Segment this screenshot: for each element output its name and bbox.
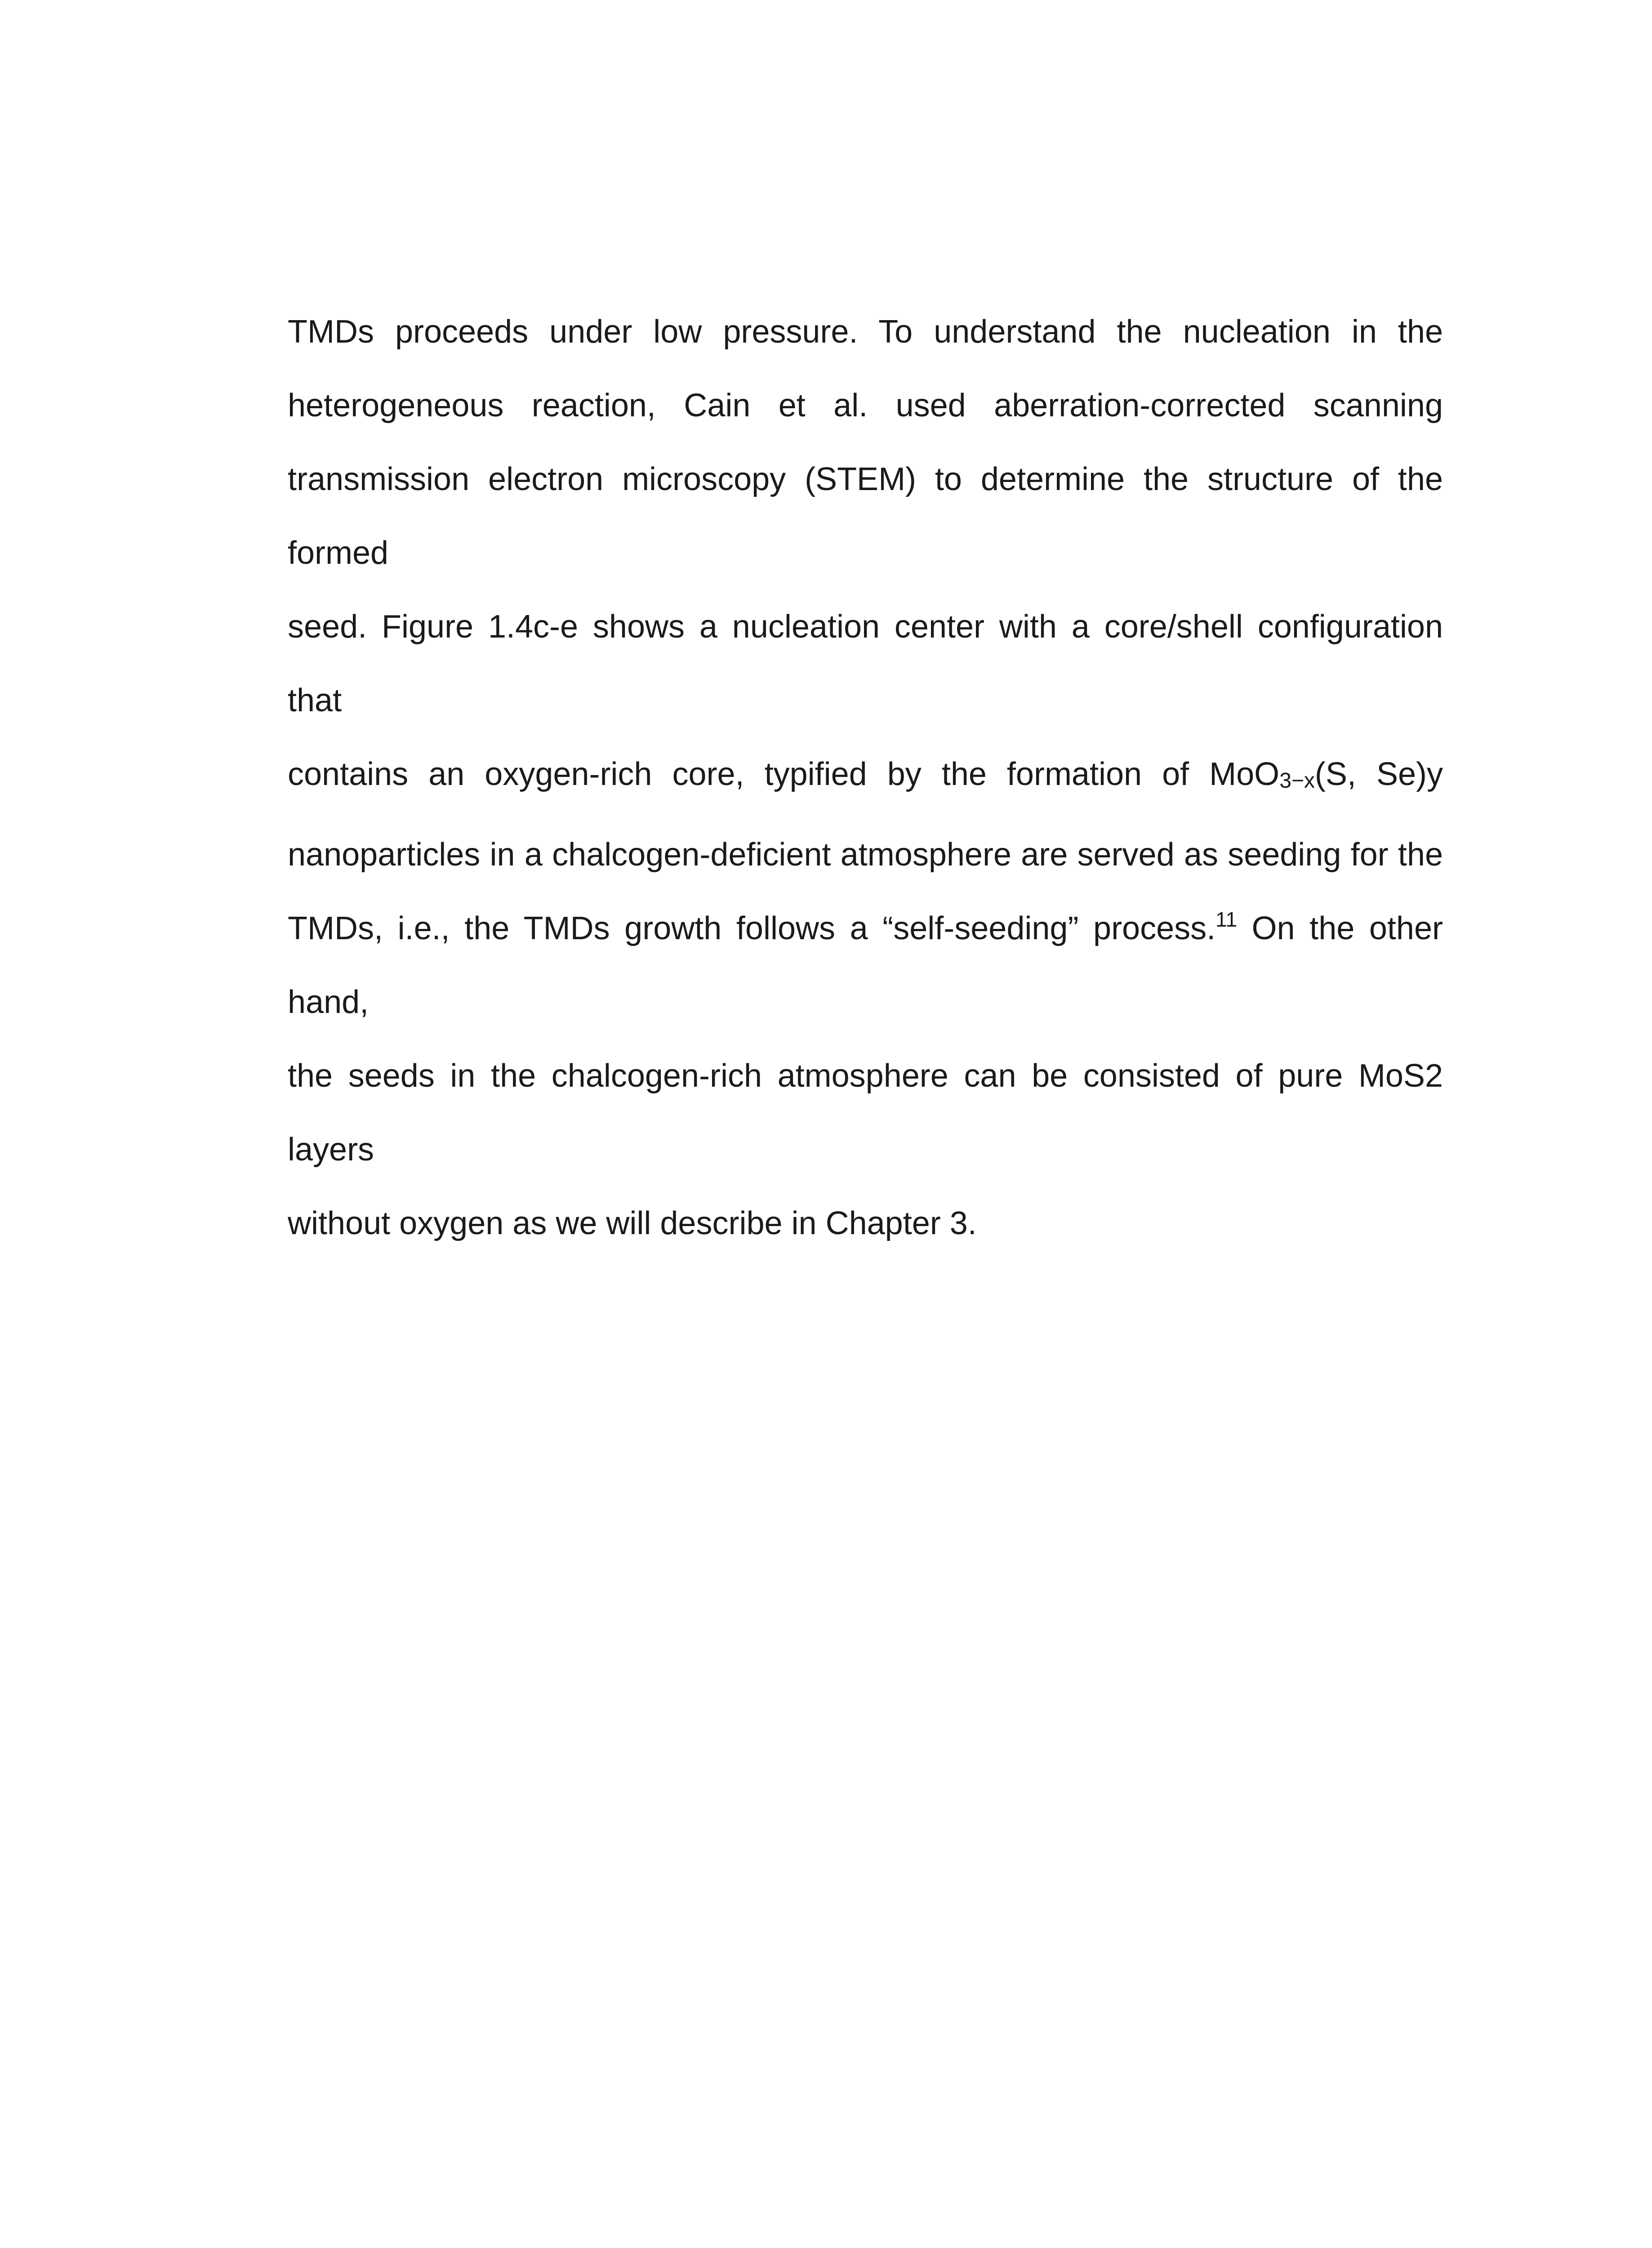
citation-superscript: 11: [1216, 908, 1237, 931]
subscript-text: 3−x: [1279, 769, 1315, 793]
paragraph-line: [288, 737, 1443, 818]
paragraph-line: [288, 892, 1443, 1039]
text-segment: TMDs, i.e., the TMDs growth follows a “self-seeding” process.: [288, 910, 1216, 946]
paragraph-line: the seeds in the chalcogen-rich atmosphere can be consisted of pure MoS2 layers: [288, 1058, 1443, 1168]
text-segment: contains an oxygen-rich core, typified by the formation of MoO: [288, 756, 1280, 792]
paragraph-line: nanoparticles in a chalcogen-deficient atmosphere are served as seeding for the: [288, 837, 1443, 873]
paragraph-line: TMDs proceeds under low pressure. To understand the nucleation in the: [288, 314, 1443, 350]
paragraph-line: seed. Figure 1.4c-e shows a nucleation center with a core/shell configuration that: [288, 609, 1443, 718]
paragraph-line: transmission electron microscopy (STEM) to determine the structure of the formed: [288, 461, 1443, 571]
paragraph-line-last: without oxygen as we will describe in Chapter 3.: [288, 1205, 977, 1241]
paragraph-line: heterogeneous reaction, Cain et al. used aberration-corrected scanning: [288, 388, 1443, 424]
text-segment: On the other hand,: [288, 910, 1443, 1020]
body-paragraph: [288, 295, 1443, 1260]
text-segment: (S, Se)y: [1314, 756, 1443, 792]
